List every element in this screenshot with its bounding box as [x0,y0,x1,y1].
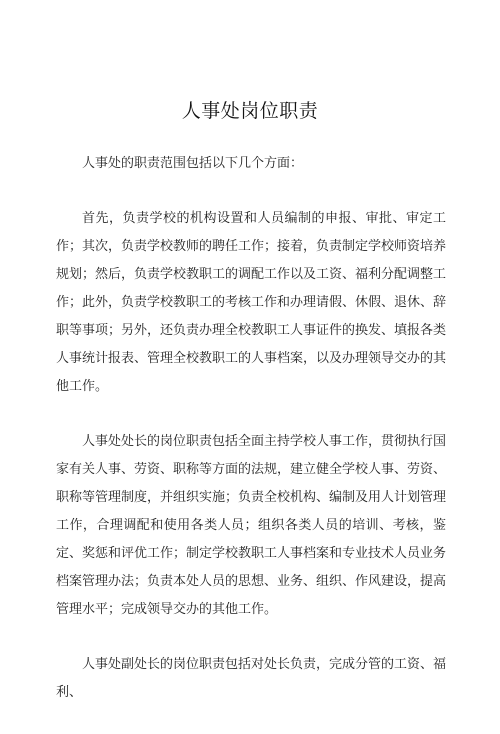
page-title: 人事处岗位职责 [181,100,319,122]
paragraph-deputy-director-duties: 人事处副处长的岗位职责包括对处长负责，完成分管的工资、福利、 [56,657,447,700]
paragraph-intro: 人事处的职责范围包括以下几个方面： [82,156,304,171]
paragraph-director-duties: 人事处处长的岗位职责包括全面主持学校人事工作，贯彻执行国家有关人事、劳资、职称等方面的法规，建立健全学校人事、劳资、职称等管理制度，并组织实施；负责全校机构、编制及用人计划管理工作，合理调配和使用各类人员；组织各类人员的培训、考核，鉴定、奖惩和评优工作；制定学校教职工人事档案和专业技术人员业务档案管理办法；负责本处人员的思想、业务、组织、作风建设，提高管理水平；完成领导交办的其他工作。 [56,434,447,617]
document-body [56,150,446,734]
paragraph-department-duties: 首先，负责学校的机构设置和人员编制的申报、审批、审定工作；其次，负责学校教师的聘任工作；接着，负责制定学校师资培养规划；然后，负责学校教职工的调配工作以及工资、福利分配调整工作；此外，负责学校教职工的考核工作和办理请假、休假、退休、辞职等事项；另外，还负责办理全校教职工人事证件的换发、填报各类人事统计报表、管理全校教职工的人事档案，以及办理领导交办的其他工作。 [56,211,447,394]
